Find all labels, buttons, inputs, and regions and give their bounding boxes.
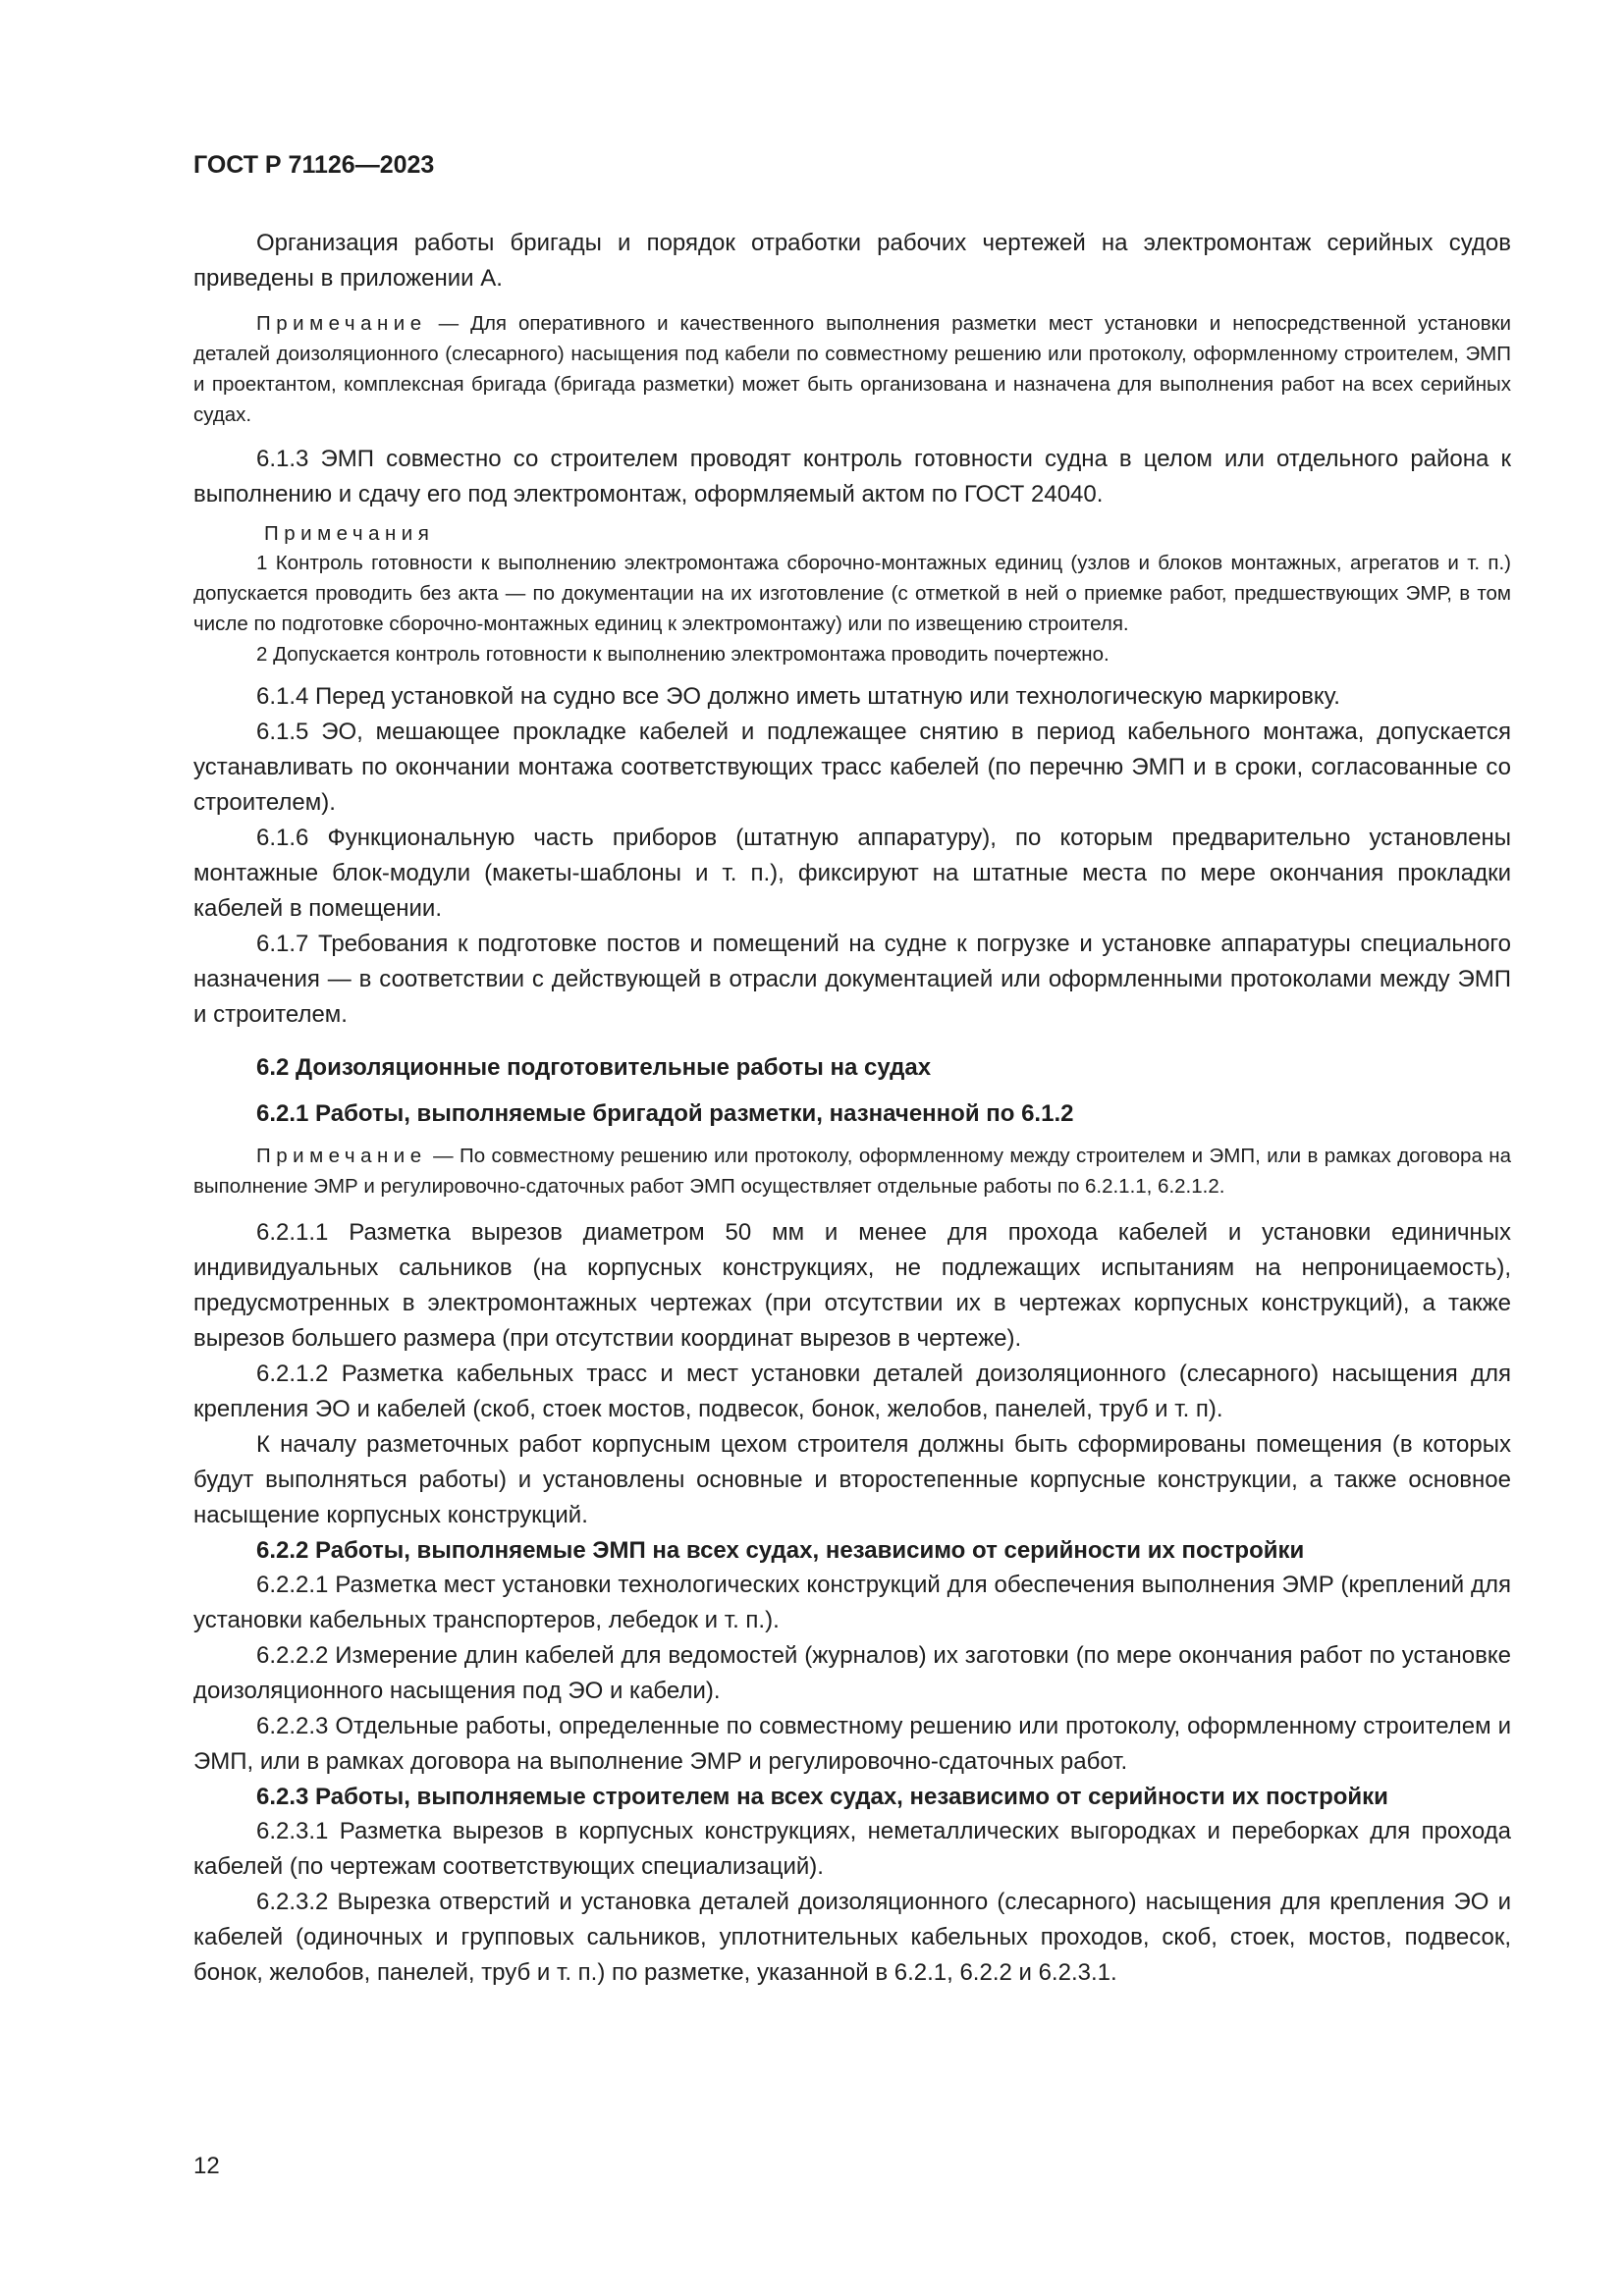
notes-title: Примечания (264, 522, 435, 545)
page-content (193, 226, 1511, 1991)
paragraph-6-2-2-3: 6.2.2.3 Отдельные работы, определенные по совместному решению или протоколу, оформленному строителем и ЭМП, или в рамках договора на выполнение ЭМР и регулировочно-сдаточных работ. (193, 1713, 1511, 1775)
note-text: — Для оперативного и качественного выполнения разметки мест установки и непосредственной установки деталей доизоляционного (слесарного) насыщения под кабели по совместному решению или протоколу, оформленному строителем, ЭМП и проектантом, комплексная бригада (бригада разметки) может быть организована и назначена для выполнения работ на всех серийных судах. (193, 312, 1511, 426)
paragraph-6-2-1-1: 6.2.1.1 Разметка вырезов диаметром 50 мм и менее для прохода кабелей и установки единичных индивидуальных сальников (на корпусных конструкциях, не подлежащих испытаниям на непроницаемость), предусмотренных в электромонтажных чертежах (при отсутствии их в чертежах корпусных конструкций), а также вырезов большего размера (при отсутствии координат вырезов в чертеже). (193, 1219, 1511, 1352)
heading-6-2-1: 6.2.1 Работы, выполняемые бригадой разметки, назначенной по 6.1.2 (256, 1100, 1074, 1127)
paragraph-6-2-2-1: 6.2.2.1 Разметка мест установки технологических конструкций для обеспечения выполнения ЭМР (креплений для установки кабельных транспортеров, лебедок и т. п.). (193, 1572, 1511, 1633)
paragraph-6-1-3: 6.1.3 ЭМП совместно со строителем проводят контроль готовности судна в целом или отдельного района к выполнению и сдачу его под электромонтаж, оформляемый актом по ГОСТ 24040. (193, 446, 1511, 507)
paragraph-6-1-7: 6.1.7 Требования к подготовке постов и помещений на судне к погрузке и установке аппаратуры специального назначения — в соответствии с действующей в отрасли документацией или оформленными протоколами между ЭМП и строителем. (193, 931, 1511, 1028)
paragraph-6-2-3-2: 6.2.3.2 Вырезка отверстий и установка деталей доизоляционного (слесарного) насыщения для крепления ЭО и кабелей (одиночных и групповых сальников, уплотнительных кабельных проходов, скоб, стоек, мостов, подвесок, бонок, желобов, панелей, труб и т. п.) по разметке, указанной в 6.2.1, 6.2.2 и 6.2.3.1. (193, 1889, 1511, 1986)
note-item-1: 1 Контроль готовности к выполнению электромонтажа сборочно-монтажных единиц (узлов и блоков монтажных, агрегатов и т. п.) допускается проводить без акта — по документации на их изготовление (с отметкой в ней о приемке работ, предшествующих ЭМР, в том числе по подготовке сборочно-монтажных единиц к электромонтажу) или по извещению строителя. (193, 552, 1511, 635)
heading-6-2-3: 6.2.3 Работы, выполняемые строителем на всех судах, независимо от серийности их постройки (256, 1784, 1388, 1810)
note-label: Примечание (256, 312, 427, 335)
paragraph-6-2-1-2: 6.2.1.2 Разметка кабельных трасс и мест установки деталей доизоляционного (слесарного) насыщения для крепления ЭО и кабелей (скоб, стоек мостов, подвесок, бонок, желобов, панелей, труб и т. п). (193, 1361, 1511, 1422)
paragraph-6-1-4: 6.1.4 Перед установкой на судно все ЭО должно иметь штатную или технологическую маркировку. (256, 683, 1340, 710)
note-label: Примечание (256, 1145, 427, 1167)
note-brigade (193, 308, 1511, 430)
document-id: ГОСТ Р 71126—2023 (193, 151, 435, 179)
paragraph-6-2-2-2: 6.2.2.2 Измерение длин кабелей для ведомостей (журналов) их заготовки (по мере окончания работ по установке доизоляционного насыщения под ЭО и кабели). (193, 1642, 1511, 1704)
note-text: — По совместному решению или протоколу, оформленному между строителем и ЭМП, или в рамках договора на выполнение ЭМР и регулировочно-сдаточных работ ЭМП осуществляет отдельные работы по 6.2.1.1, 6.2.1.2. (193, 1145, 1511, 1198)
paragraph-6-2-3-1: 6.2.3.1 Разметка вырезов в корпусных конструкциях, неметаллических выгородках и переборках для прохода кабелей (по чертежам соответствующих специализаций). (193, 1818, 1511, 1880)
page-number: 12 (193, 2153, 220, 2179)
note-item-2: 2 Допускается контроль готовности к выполнению электромонтажа проводить почертежно. (256, 643, 1110, 666)
heading-6-2-2: 6.2.2 Работы, выполняемые ЭМП на всех судах, независимо от серийности их постройки (256, 1537, 1305, 1564)
note-6-2-1 (193, 1141, 1511, 1201)
heading-6-2: 6.2 Доизоляционные подготовительные работы на судах (256, 1054, 932, 1081)
paragraph-marking-prerequisites: К началу разметочных работ корпусным цехом строителя должны быть сформированы помещения (в которых будут выполняться работы) и установлены основные и второстепенные корпусные конструкции, а также основное насыщение корпусных конструкций. (193, 1431, 1511, 1528)
paragraph-6-1-6: 6.1.6 Функциональную часть приборов (штатную аппаратуру), по которым предварительно установлены монтажные блок-модули (макеты-шаблоны и т. п.), фиксируют на штатные места по мере окончания прокладки кабелей в помещении. (193, 825, 1511, 922)
paragraph-organization: Организация работы бригады и порядок отработки рабочих чертежей на электромонтаж серийных судов приведены в приложении А. (193, 230, 1511, 292)
paragraph-6-1-5: 6.1.5 ЭО, мешающее прокладке кабелей и подлежащее снятию в период кабельного монтажа, допускается устанавливать по окончании монтажа соответствующих трасс кабелей (по перечню ЭМП и в сроки, согласованные со строителем). (193, 719, 1511, 816)
